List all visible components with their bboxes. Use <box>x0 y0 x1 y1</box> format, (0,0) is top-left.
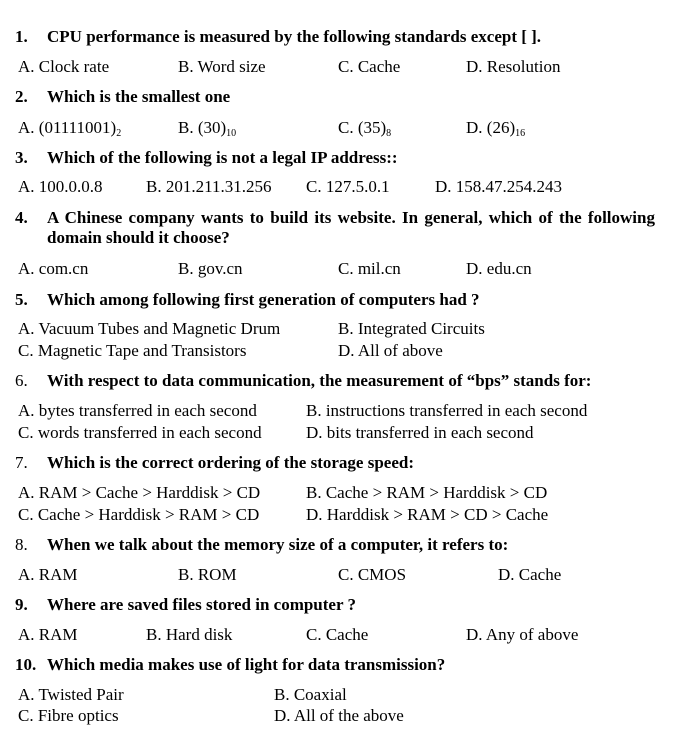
option-b[interactable]: B. Coaxial <box>274 685 347 704</box>
option-label: B. (30) <box>178 118 227 137</box>
question-text: CPU performance is measured by the following standards except [ ]. <box>47 27 542 46</box>
option-label: C. (35) <box>338 118 387 137</box>
option-c[interactable]: C. Fibre optics <box>18 706 119 725</box>
option-b[interactable]: B. Cache > RAM > Harddisk > CD <box>306 483 548 502</box>
question-text: Which is the correct ordering of the storage speed: <box>47 453 414 472</box>
option-d[interactable]: D. edu.cn <box>466 259 532 278</box>
question-text: Which of the following is not a legal IP address:: <box>47 148 398 167</box>
question-number: 2. <box>15 87 28 106</box>
question-number: 1. <box>15 27 28 46</box>
question-number: 6. <box>15 371 28 390</box>
option-d[interactable]: D. Harddisk > RAM > CD > Cache <box>306 505 549 524</box>
base-subscript: 2 <box>116 128 122 139</box>
option-a[interactable]: A. Twisted Pair <box>18 685 124 704</box>
option-c[interactable] <box>338 118 391 138</box>
base-subscript: 16 <box>515 128 526 139</box>
option-d[interactable]: D. All of above <box>338 341 443 360</box>
option-a[interactable]: A. RAM <box>18 565 78 584</box>
question-text: Which media makes use of light for data transmission? <box>47 655 446 674</box>
question-number: 7. <box>15 453 28 472</box>
question-number: 5. <box>15 290 28 309</box>
option-b[interactable]: B. Hard disk <box>146 625 233 644</box>
option-d[interactable]: D. Any of above <box>466 625 579 644</box>
question-text: Where are saved files stored in computer ? <box>47 595 356 614</box>
option-b[interactable]: B. Integrated Circuits <box>338 319 485 338</box>
question-text: When we talk about the memory size of a computer, it refers to: <box>47 535 509 554</box>
question-text: Which is the smallest one <box>47 87 231 106</box>
option-a[interactable]: A. Vacuum Tubes and Magnetic Drum <box>18 319 281 338</box>
question-number: 3. <box>15 148 28 167</box>
option-d[interactable]: D. Cache <box>498 565 562 584</box>
option-b[interactable]: B. Word size <box>178 57 266 76</box>
option-b[interactable]: B. 201.211.31.256 <box>146 177 272 196</box>
option-a[interactable]: A. Clock rate <box>18 57 110 76</box>
option-a[interactable]: A. com.cn <box>18 259 89 278</box>
option-b[interactable]: B. ROM <box>178 565 237 584</box>
option-b[interactable]: B. gov.cn <box>178 259 243 278</box>
option-a[interactable]: A. bytes transferred in each second <box>18 401 257 420</box>
option-d[interactable]: D. 158.47.254.243 <box>435 177 563 196</box>
option-d[interactable]: D. Resolution <box>466 57 561 76</box>
option-label: D. (26) <box>466 118 516 137</box>
option-c[interactable]: C. Cache > Harddisk > RAM > CD <box>18 505 260 524</box>
option-d[interactable]: D. All of the above <box>274 706 404 725</box>
question-number: 9. <box>15 595 28 614</box>
option-a[interactable]: A. 100.0.0.8 <box>18 177 103 196</box>
option-b[interactable]: B. instructions transferred in each second <box>306 401 588 420</box>
question-number: 4. <box>15 208 28 227</box>
option-c[interactable]: C. Cache <box>306 625 369 644</box>
option-d[interactable] <box>466 118 525 138</box>
question-text: Which among following first generation of computers had ? <box>47 290 480 309</box>
question-text: With respect to data communication, the measurement of “bps” stands for: <box>47 371 592 390</box>
option-c[interactable]: C. Cache <box>338 57 401 76</box>
base-subscript: 10 <box>226 128 237 139</box>
option-b[interactable] <box>178 118 236 138</box>
option-label: A. (01111001) <box>18 118 117 137</box>
question-text: A Chinese company wants to build its website. In general, which of the following domain should it choose? <box>47 208 655 247</box>
option-c[interactable]: C. words transferred in each second <box>18 423 262 442</box>
option-c[interactable]: C. 127.5.0.1 <box>306 177 390 196</box>
option-c[interactable]: C. mil.cn <box>338 259 401 278</box>
option-a[interactable]: A. RAM > Cache > Harddisk > CD <box>18 483 261 502</box>
question-number: 10. <box>15 655 37 674</box>
option-c[interactable]: C. Magnetic Tape and Transistors <box>18 341 247 360</box>
option-a[interactable]: A. RAM <box>18 625 78 644</box>
option-a[interactable] <box>18 118 121 138</box>
base-subscript: 8 <box>386 128 392 139</box>
option-c[interactable]: C. CMOS <box>338 565 407 584</box>
option-d[interactable]: D. bits transferred in each second <box>306 423 534 442</box>
question-number: 8. <box>15 535 28 554</box>
